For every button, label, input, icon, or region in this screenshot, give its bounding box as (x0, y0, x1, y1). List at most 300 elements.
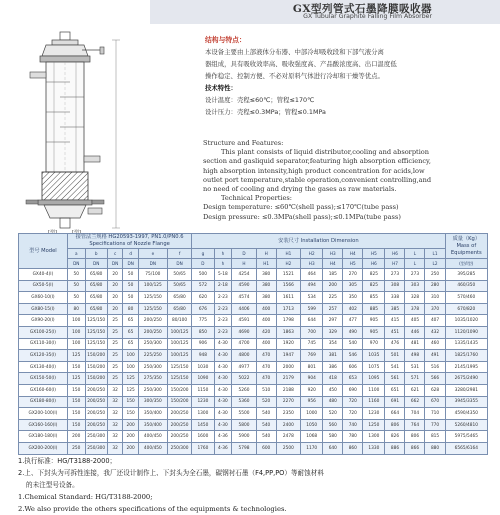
table-cell: 4590/4350 (445, 408, 487, 420)
table-cell: 200 (123, 419, 139, 431)
table-cell: 407 (425, 315, 445, 327)
paragraph-line-en-2: section and gasliquid separator,featuring high absorption efficiency, (203, 157, 432, 166)
table-cell: 415 (385, 315, 405, 327)
table-cell: 305 (343, 280, 363, 292)
table-cell: 480 (323, 396, 343, 408)
table-cell: 1100 (363, 384, 385, 396)
table-cell: 65 (123, 326, 139, 338)
table-cell: 1600 (192, 431, 214, 443)
table-cell: 273 (385, 269, 405, 281)
table-cell: 1300 (363, 431, 385, 443)
table-cell: 1330 (363, 442, 385, 454)
dn-e: DN (138, 259, 167, 269)
table-row (19, 361, 488, 373)
table-cell: 1760 (192, 442, 214, 454)
table-cell: 540 (256, 431, 276, 443)
table-cell: 1611 (276, 292, 300, 304)
table-cell: 470 (256, 361, 276, 373)
table-cell: 720 (343, 408, 363, 420)
table-cell: 740 (343, 419, 363, 431)
table-cell: 25 (107, 315, 123, 327)
table-cell: 5260 (232, 384, 256, 396)
table-cell: 5798 (232, 442, 256, 454)
table-row (19, 315, 488, 327)
table-cell: 676 (192, 303, 214, 315)
table-cell: 150/200 (167, 396, 192, 408)
table-cell: 4254 (232, 269, 256, 281)
table-cell: 200/250 (167, 419, 192, 431)
table-cell: 850 (192, 326, 214, 338)
table-cell: 150/200 (85, 350, 107, 362)
table-cell: 600 (256, 442, 276, 454)
mass-units: (型/I型) (445, 259, 487, 269)
col-L: L (405, 249, 425, 259)
table-cell: 150 (67, 361, 85, 373)
table-row (19, 442, 488, 454)
table-cell: 769 (301, 350, 323, 362)
model-cell: GX90-20(I) (19, 315, 68, 327)
table-cell: 4690 (232, 326, 256, 338)
english-description (203, 139, 495, 222)
col-g: g (192, 249, 214, 259)
table-cell: 3280/2981 (445, 384, 487, 396)
table-cell: 2-18 (214, 280, 232, 292)
table-cell: 541 (385, 361, 405, 373)
table-cell: 50 (123, 280, 139, 292)
table-cell: 1035 (363, 350, 385, 362)
col-H2: H2 (301, 249, 323, 259)
col-h-sub: h (214, 259, 232, 269)
table-cell: 560 (323, 419, 343, 431)
dn-d: DN (123, 259, 139, 269)
table-cell: 275/350 (138, 373, 167, 385)
table-row (19, 338, 488, 350)
table-cell: 855 (363, 292, 385, 304)
col-H3: H3 (323, 249, 343, 259)
table-cell: 1068 (301, 431, 323, 443)
table-cell: 257 (323, 303, 343, 315)
table-cell: 280 (425, 280, 445, 292)
model-cell: GX180-80(I) (19, 396, 68, 408)
table-cell: 4-36 (214, 431, 232, 443)
table-cell: 150/200 (167, 384, 192, 396)
table-cell: 825 (363, 280, 385, 292)
table-cell: 464 (301, 269, 323, 281)
table-cell: 125/150 (138, 303, 167, 315)
table-cell: 354 (323, 338, 343, 350)
dn-c: DN (107, 259, 123, 269)
table-cell: 710 (425, 408, 445, 420)
col-H4-sub: H4 (323, 259, 343, 269)
table-cell: 1030 (192, 361, 214, 373)
table-cell: 150 (67, 419, 85, 431)
table-cell: 1450 (192, 419, 214, 431)
table-cell: 100 (123, 361, 139, 373)
col-a: a (67, 249, 85, 259)
table-cell: 2000 (276, 361, 300, 373)
table-cell: 599 (301, 303, 323, 315)
table-cell: 2-23 (214, 292, 232, 304)
table-cell: 690 (343, 384, 363, 396)
model-cell: GX200-200(I) (19, 442, 68, 454)
table-cell: 5-18 (214, 269, 232, 281)
table-cell: 225 (323, 292, 343, 304)
table-cell: 4-30 (214, 338, 232, 350)
table-cell: 150 (123, 408, 139, 420)
table-cell: 476 (385, 338, 405, 350)
table-cell: 150 (67, 396, 85, 408)
structure-heading-en: Structure and Features: (203, 139, 284, 147)
col-L1: L1 (425, 249, 445, 259)
table-cell: 664 (385, 408, 405, 420)
table-cell: 1000 (301, 408, 323, 420)
table-cell: 561 (385, 373, 405, 385)
table-cell: 700 (301, 326, 323, 338)
table-row (19, 384, 488, 396)
table-cell: 328 (405, 292, 425, 304)
tech-heading-cn: 技术特性： (205, 84, 237, 92)
table-cell: 6565/6164 (445, 442, 487, 454)
table-cell: 400/450 (138, 442, 167, 454)
table-cell: 5360 (232, 396, 256, 408)
table-cell: 540 (256, 408, 276, 420)
table-row (19, 396, 488, 408)
table-cell: 815 (425, 431, 445, 443)
table-cell: 250/300 (167, 442, 192, 454)
table-cell: 770 (425, 419, 445, 431)
table-cell: 200/250 (85, 396, 107, 408)
col-H1-sub: H1 (256, 259, 276, 269)
table-cell: 125 (123, 384, 139, 396)
model-cell: GX130-40(I) (19, 361, 68, 373)
model-cell: GX160-60(I) (19, 384, 68, 396)
table-cell: 4-30 (214, 373, 232, 385)
table-cell: 572 (192, 280, 214, 292)
table-cell: 2270 (276, 396, 300, 408)
table-cell: 350/400 (138, 419, 167, 431)
table-cell: 395/285 (445, 269, 487, 281)
table-cell: 806 (385, 419, 405, 431)
table-cell: 470 (256, 373, 276, 385)
table-cell: 100 (67, 326, 85, 338)
table-cell: 516 (425, 361, 445, 373)
table-cell: 65 (123, 315, 139, 327)
table-cell: 451 (385, 326, 405, 338)
table-cell: 775 (192, 315, 214, 327)
table-cell: 460 (425, 338, 445, 350)
table-cell: 806 (405, 431, 425, 443)
table-cell: 905 (363, 315, 385, 327)
table-cell: 801 (301, 361, 323, 373)
table-cell: 880 (425, 442, 445, 454)
table-cell: 1798 (276, 315, 300, 327)
table-cell: 297 (323, 315, 343, 327)
table-cell: 50 (67, 269, 85, 281)
table-cell: 25 (107, 350, 123, 362)
table-cell: 670/820 (445, 303, 487, 315)
dn-f: DN (167, 259, 192, 269)
table-cell: 250 (425, 269, 445, 281)
table-cell: 380 (256, 292, 276, 304)
table-cell: 1035/1020 (445, 315, 487, 327)
col-H5: H5 (363, 249, 385, 259)
col-b: b (85, 249, 107, 259)
table-cell: 4700 (232, 338, 256, 350)
model-cell: GX80-15(I) (19, 303, 68, 315)
paragraph-line-cn-2: 器组成，具有吸收效率高、吸收强度高、产品酸浓度高、出口温度低 (205, 60, 397, 68)
table-cell: 4-30 (214, 361, 232, 373)
structure-heading-cn: 结构与特点： (205, 36, 246, 44)
table-cell: 691 (385, 396, 405, 408)
table-cell: 1150 (192, 384, 214, 396)
col-D: D (192, 259, 214, 269)
tech-heading-en: Technical Properties: (221, 194, 293, 203)
col-H6-sub: H6 (363, 259, 385, 269)
table-cell: 886 (385, 442, 405, 454)
table-cell: 446 (405, 326, 425, 338)
table-cell: 250/300 (138, 338, 167, 350)
table-cell: 606 (343, 361, 363, 373)
table-cell: 100 (67, 338, 85, 350)
table-cell: 200/250 (138, 315, 167, 327)
model-header: 型号 Model (19, 234, 68, 269)
table-cell: 200/250 (167, 408, 192, 420)
note-en-1: 1.Chemical Standard: HG/T3188-2000; (18, 493, 153, 501)
table-cell: 1947 (276, 350, 300, 362)
table-cell: 4590 (232, 280, 256, 292)
paragraph-line-en-3: high absorption intensity,high product concentration for acids,low (203, 166, 425, 175)
table-row (19, 431, 488, 443)
table-cell: 491 (425, 350, 445, 362)
table-cell: 32 (107, 408, 123, 420)
specification-table-wrap (18, 233, 488, 451)
col-H3-sub: H3 (301, 259, 323, 269)
table-cell: 5022 (232, 373, 256, 385)
specification-table (18, 233, 488, 455)
table-cell: 250/300 (85, 431, 107, 443)
table-cell: 65/80 (85, 280, 107, 292)
table-cell: 620 (192, 292, 214, 304)
table-cell: 125/150 (85, 338, 107, 350)
table-cell: 970 (363, 338, 385, 350)
table-cell: 400 (256, 315, 276, 327)
table-cell: 65/80 (85, 292, 107, 304)
table-cell: 65/80 (85, 303, 107, 315)
table-cell: 906 (192, 338, 214, 350)
table-cell: 200/250 (85, 408, 107, 420)
table-cell: 2179 (276, 373, 300, 385)
table-cell: 1160 (363, 396, 385, 408)
table-cell: 338 (385, 292, 405, 304)
model-cell: GX50-5(I) (19, 280, 68, 292)
col-i: D (232, 249, 256, 259)
table-cell: 250 (67, 442, 85, 454)
col-e: e (138, 249, 167, 259)
table-cell: 540 (343, 338, 363, 350)
table-cell: 80 (123, 303, 139, 315)
table-cell: 270 (343, 269, 363, 281)
model-cell: GX110-30(I) (19, 338, 68, 350)
table-row (19, 373, 488, 385)
mass-header: 质量（Kg） Mass of Equipments (445, 234, 487, 259)
table-cell: 571 (405, 373, 425, 385)
table-row (19, 419, 488, 431)
table-cell: 80 (67, 303, 85, 315)
table-cell: 400 (256, 303, 276, 315)
table-cell: 100 (67, 315, 85, 327)
table-row (19, 326, 488, 338)
table-cell: 32 (107, 419, 123, 431)
model-cell: GX120-35(I) (19, 350, 68, 362)
model-cell: GX180-180(I) (19, 431, 68, 443)
table-cell: 4574 (232, 292, 256, 304)
table-cell: 4591 (232, 315, 256, 327)
table-cell: 477 (343, 315, 363, 327)
table-cell: 1090 (192, 373, 214, 385)
table-cell: 826 (385, 431, 405, 443)
paragraph-line-cn-3: 操作稳定、控制方便、不必对原料气体进行冷却和干燥等优点。 (205, 72, 384, 80)
table-cell: 32 (107, 442, 123, 454)
table-cell: 1250 (363, 419, 385, 431)
table-cell: 2145/1995 (445, 361, 487, 373)
note-en-2: 2.We also provide the others specifications of the equipments & technologies. (18, 505, 287, 513)
table-cell: 250/300 (85, 442, 107, 454)
table-cell: 5800 (232, 419, 256, 431)
table-cell: 628 (425, 384, 445, 396)
table-cell: 662 (405, 396, 425, 408)
col-H7-sub: H7 (385, 259, 405, 269)
table-cell: 2-23 (214, 326, 232, 338)
table-cell: 860 (343, 442, 363, 454)
table-cell: 20 (107, 269, 123, 281)
table-cell: 1050 (301, 419, 323, 431)
table-cell: 720 (343, 396, 363, 408)
table-cell: 501 (385, 350, 405, 362)
table-cell: 2350 (276, 408, 300, 420)
table-cell: 4-30 (214, 384, 232, 396)
table-cell: 498 (405, 350, 425, 362)
col-L-sub: L (405, 259, 425, 269)
table-cell: 150 (67, 384, 85, 396)
table-cell: 273 (405, 269, 425, 281)
table-cell: 50/65 (167, 280, 192, 292)
table-cell: 510 (256, 384, 276, 396)
footnotes (18, 455, 498, 515)
nozzle-header: 接管法兰规格 HG20593-1997, PN1.0/PN0.6 Specifications of Nozzle Flange (67, 234, 191, 249)
model-cell: GX40-4(I) (19, 269, 68, 281)
table-cell: 150/200 (85, 361, 107, 373)
table-cell: 50 (123, 269, 139, 281)
table-cell: 50/65 (167, 269, 192, 281)
table-cell: 150 (123, 396, 139, 408)
dn-b: DN (85, 259, 107, 269)
table-cell: 200/250 (85, 384, 107, 396)
table-cell: 125 (123, 373, 139, 385)
paragraph-line-en-1: This plant consists of liquid distributor,cooling and absorption (221, 148, 430, 157)
table-cell: 4800 (232, 350, 256, 362)
note-cn-3: 的未注型号设备。 (26, 481, 79, 489)
table-cell: 1566 (276, 280, 300, 292)
table-cell: 65/80 (167, 292, 192, 304)
table-cell: 4-30 (214, 396, 232, 408)
table-row (19, 269, 488, 281)
table-cell: 1335/1435 (445, 338, 487, 350)
col-f: f (167, 249, 192, 259)
table-cell: 540 (256, 419, 276, 431)
table-cell: 380 (256, 280, 276, 292)
table-cell: 5500 (232, 408, 256, 420)
table-cell: 470 (256, 350, 276, 362)
table-cell: 303 (405, 280, 425, 292)
table-cell: 200 (123, 431, 139, 443)
table-cell: 402 (343, 303, 363, 315)
model-cell: GX60-10(I) (19, 292, 68, 304)
table-cell: 2675/2490 (445, 373, 487, 385)
note-cn-2: 2.上、下封头为可拆性连接，我厂还设计制作上、下封头为全石墨，碳钢衬石墨（F4,PP,PO）等耐蚀材料 (18, 469, 324, 477)
table-cell: 904 (301, 373, 323, 385)
table-cell: 5975/5465 (445, 431, 487, 443)
table-cell: 125 (67, 350, 85, 362)
table-cell: 481 (405, 338, 425, 350)
table-cell: 1300 (192, 408, 214, 420)
table-cell: 308 (385, 280, 405, 292)
table-cell: 1075 (363, 361, 385, 373)
col-H-sub: H (232, 259, 256, 269)
paragraph-line-cn-1: 本设备主要由上部液体分布器、中部冷却吸收段和下部气液分离 (205, 48, 384, 56)
table-cell: 150 (67, 408, 85, 420)
table-cell: 20 (107, 303, 123, 315)
table-cell: 65/80 (167, 303, 192, 315)
table-cell: 1521 (276, 269, 300, 281)
table-cell: 580 (323, 431, 343, 443)
table-cell: 200/250 (167, 431, 192, 443)
table-cell: 225/250 (138, 350, 167, 362)
table-cell: 200/250 (85, 419, 107, 431)
table-cell: 948 (192, 350, 214, 362)
table-cell: 50 (123, 292, 139, 304)
table-cell: 420 (256, 326, 276, 338)
chinese-description (205, 34, 485, 118)
table-cell: 745 (301, 338, 323, 350)
col-c: c (107, 249, 123, 259)
table-cell: 200 (67, 431, 85, 443)
table-cell: 1863 (276, 326, 300, 338)
table-cell: 32 (107, 396, 123, 408)
table-cell: 531 (405, 361, 425, 373)
table-cell: 125/150 (167, 373, 192, 385)
table-cell: 1230 (363, 408, 385, 420)
model-cell: GX150-50(I) (19, 373, 68, 385)
table-row (19, 408, 488, 420)
install-header: 安装尺寸 Installation Dimension (192, 234, 445, 249)
table-cell: 32 (107, 384, 123, 396)
col-H2-sub: H2 (276, 259, 300, 269)
model-cell: GX160-160(I) (19, 419, 68, 431)
table-cell: 25 (107, 373, 123, 385)
table-cell: 200 (323, 280, 343, 292)
table-cell: 1825/1760 (445, 350, 487, 362)
table-cell: 100 (123, 350, 139, 362)
table-cell: 400 (256, 338, 276, 350)
table-cell: 25 (107, 338, 123, 350)
table-cell: 500 (192, 269, 214, 281)
design-temp-cn: 设计温度：壳程≤60℃；管程≤170℃ (205, 96, 315, 104)
table-cell: 1920 (276, 338, 300, 350)
table-cell: 350/400 (138, 408, 167, 420)
table-cell: 520 (323, 408, 343, 420)
table-row (19, 280, 488, 292)
table-cell: 4-30 (214, 350, 232, 362)
